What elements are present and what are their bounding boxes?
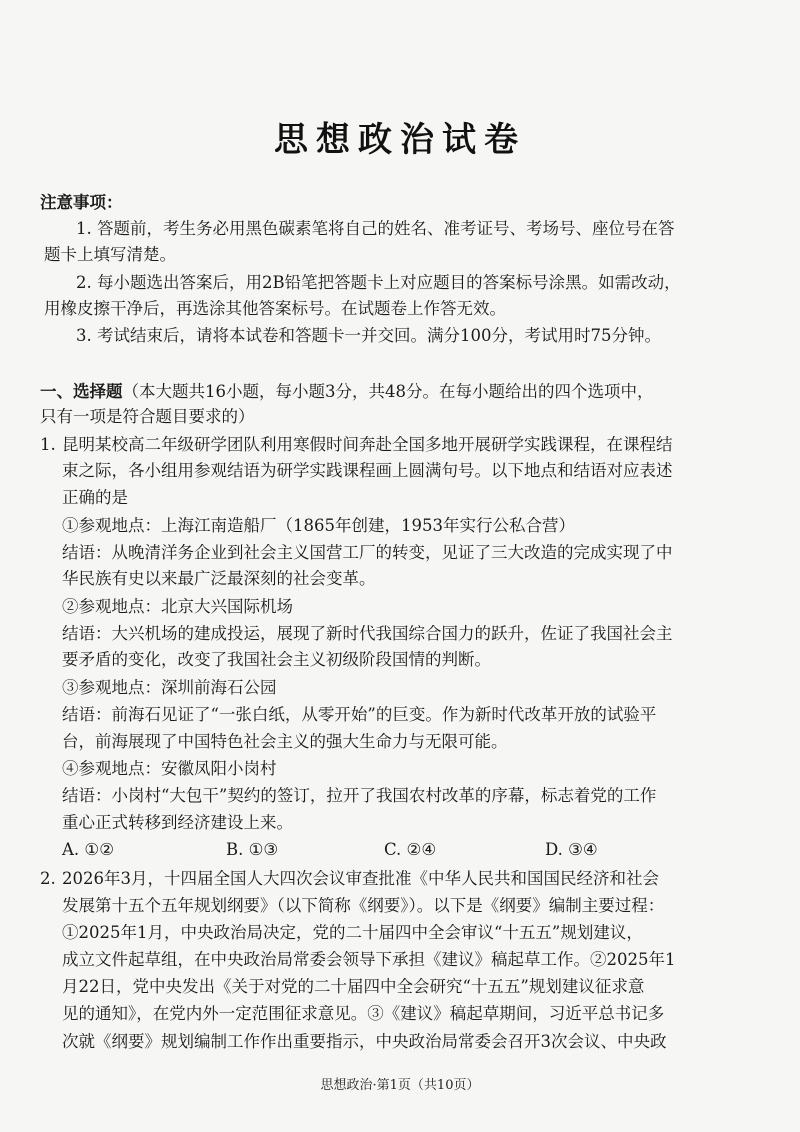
notice-line: 2. 每小题选出答案后，用2B铅笔把答题卡上对应题目的答案标号涂黑。如需改动， (76, 273, 681, 292)
question-1-text: 要矛盾的变化，改变了我国社会主义初级阶段国情的判断。 (62, 650, 491, 669)
page-footer: 思想政治·第1页（共10页） (320, 1078, 480, 1093)
question-number: 1. (40, 435, 56, 454)
question-2-text: 见的通知》，在党内外一定范围征求意见。③《建议》稿起草期间，习近平总书记多 (62, 1004, 665, 1023)
question-2-text: 月22日，党中央发出《关于对党的二十届四中全会研究“十五五”规划建议征求意 (62, 977, 645, 996)
question-2-text: 发展第十五个五年规划纲要》（以下简称《纲要》）。以下是《纲要》编制主要过程： (62, 896, 665, 915)
notice-line: 3. 考试结束后，请将本试卷和答题卡一并交回。满分100分，考试用时75分钟。 (76, 326, 661, 345)
question-1-text: 华民族有史以来最广泛最深刻的社会变革。 (62, 569, 376, 588)
question-1-text: 结语：大兴机场的建成投运，展现了新时代我国综合国力的跃升，佐证了我国社会主 (62, 624, 673, 643)
section-heading: 一、选择题 (40, 382, 123, 401)
question-1-text: 结语：前海石见证了“一张白纸，从零开始”的巨变。作为新时代改革开放的试验平 (62, 705, 657, 724)
notice-heading: 注意事项： (40, 193, 123, 212)
question-2-text: ①2025年1月，中央政治局决定，党的二十届四中全会审议“十五五”规划建议， (62, 923, 643, 942)
option-c: C. ②④ (384, 840, 437, 859)
question-1-item: ③参观地点：深圳前海石公园 (62, 678, 277, 697)
question-1-item: ④参观地点：安徽凤阳小岗村 (62, 759, 277, 778)
notice-line: 用橡皮擦干净后，再选涂其他答案标号。在试题卷上作答无效。 (44, 299, 506, 318)
question-1-item: ②参观地点：北京大兴国际机场 (62, 597, 293, 616)
question-2-text: 成立文件起草组，在中央政治局常委会领导下承担《建议》稿起草工作。②2025年1 (62, 950, 676, 969)
question-2-text: 2026年3月，十四届全国人大四次会议审查批准《中华人民共和国国民经济和社会 (62, 869, 659, 888)
option-d: D. ③④ (545, 840, 598, 859)
option-a: A. ①② (62, 840, 114, 859)
question-2-text: 次就《纲要》规划编制工作作出重要指示，中央政治局常委会召开3次会议、中央政 (62, 1032, 667, 1051)
option-b: B. ①③ (226, 840, 279, 859)
page-title: 思想政治试卷 (274, 120, 526, 160)
question-1-text: 结语：小岗村“大包干”契约的签订，拉开了我国农村改革的序幕，标志着党的工作 (62, 786, 657, 805)
question-1-text: 台，前海展现了中国特色社会主义的强大生命力与无限可能。 (62, 732, 508, 751)
section-heading-line (40, 381, 654, 403)
question-1-text: 束之际，各小组用参观结语为研学实践课程画上圆满句号。以下地点和结语对应表述 (62, 461, 673, 480)
question-1-text: 正确的是 (62, 488, 128, 507)
notice-line: 1. 答题前，考生务必用黑色碳素笔将自己的姓名、准考证号、考场号、座位号在答 (76, 219, 675, 238)
question-1-text: 昆明某校高二年级研学团队利用寒假时间奔赴全国多地开展研学实践课程，在课程结 (62, 435, 673, 454)
question-1-item: ①参观地点：上海江南造船厂（1865年创建，1953年实行公私合营） (62, 516, 575, 535)
section-description: （本大题共16小题，每小题3分，共48分。在每小题给出的四个选项中， (122, 382, 654, 401)
question-number: 2. (40, 869, 56, 888)
notice-line: 题卡上填写清楚。 (44, 245, 176, 264)
question-1-text: 重心正式转移到经济建设上来。 (62, 813, 293, 832)
section-description-cont: 只有一项是符合题目要求的） (40, 407, 255, 426)
question-1-text: 结语：从晚清洋务企业到社会主义国营工厂的转变，见证了三大改造的完成实现了中 (62, 543, 673, 562)
